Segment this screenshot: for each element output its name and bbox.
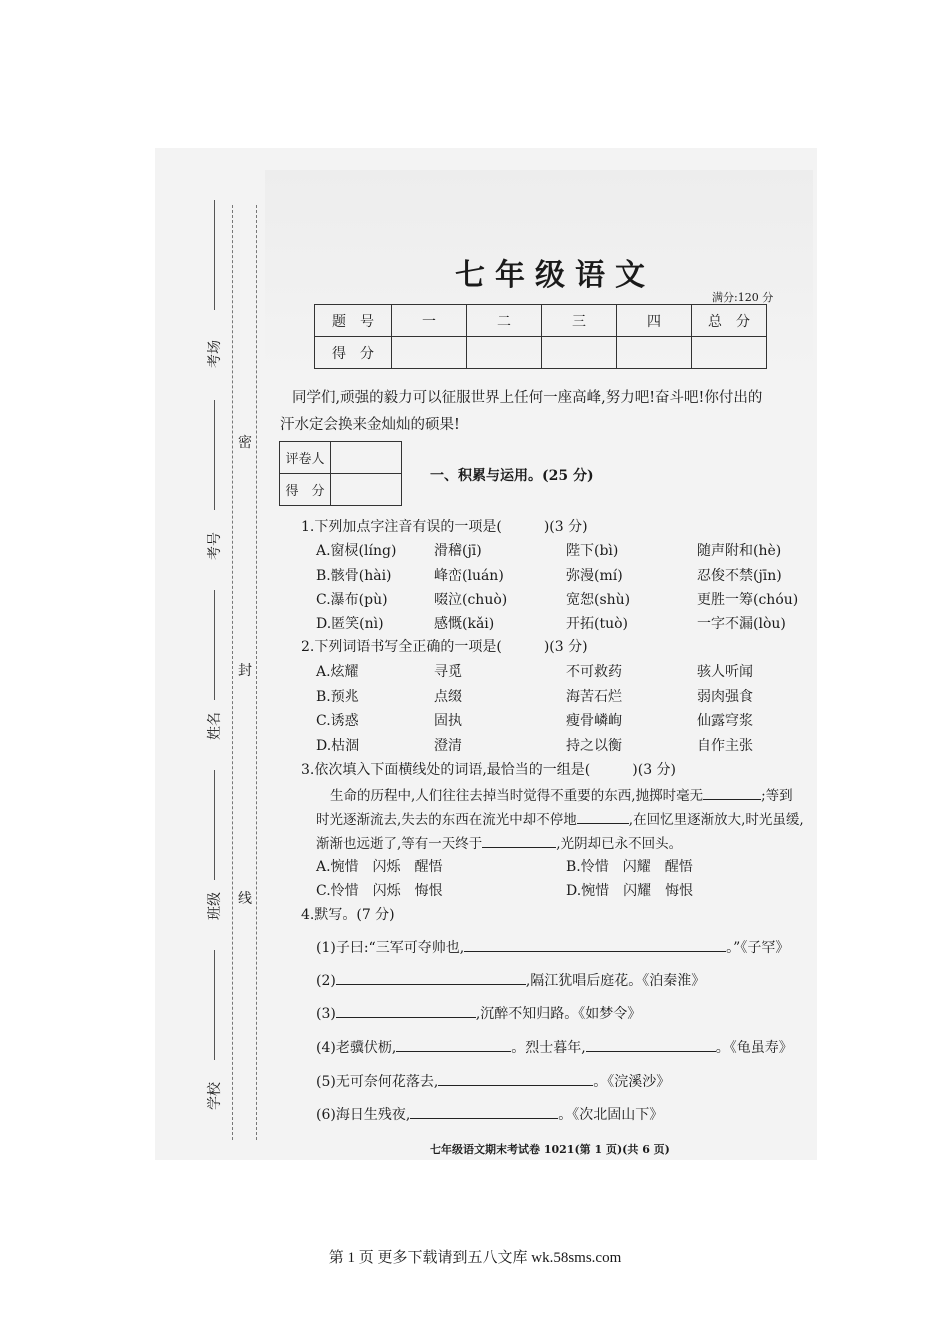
q1-b-4: 忍俊不禁(jīn) — [697, 568, 782, 584]
q1-d-1: D.匿笑(nì) — [316, 616, 384, 632]
score-header-label: 题 号 — [315, 305, 392, 337]
q2-c-1: C.诱惑 — [316, 713, 359, 729]
grader-reviewer-cell[interactable] — [331, 442, 402, 474]
q3-option-a: A.惋惜 闪烁 醒悟 — [316, 859, 443, 875]
q2-c-2: 固执 — [434, 713, 462, 729]
binding-line-outer — [232, 205, 233, 1140]
q4-item-3 — [316, 1003, 641, 1023]
q1-c-3: 宽恕(shù) — [566, 592, 631, 608]
score-header-2: 二 — [467, 305, 542, 337]
q4-item-5 — [316, 1071, 670, 1091]
q4-item-5-blank[interactable] — [438, 1073, 593, 1086]
q4-item-4-pre: (4)老骥伏枥, — [316, 1040, 397, 1056]
q4-item-4-post: 。《龟虽寿》 — [715, 1040, 793, 1056]
q3-blank-1[interactable] — [703, 787, 761, 800]
q2-c-3: 瘦骨嶙峋 — [566, 713, 622, 729]
q1-c-2: 啜泣(chuò) — [434, 592, 508, 608]
q4-item-6-post: 。《次北固山下》 — [558, 1107, 664, 1123]
page-title: 七年级语文 — [455, 258, 655, 293]
q3-passage-line-2 — [316, 808, 804, 828]
q2-a-2: 寻觅 — [434, 664, 462, 680]
q1-a-1: A.窗棂(líng) — [316, 543, 397, 559]
score-header-3: 三 — [542, 305, 617, 337]
q1-b-3: 弥漫(mí) — [566, 568, 623, 584]
intro-line-1: 同学们,顽强的毅力可以征服世界上任何一座高峰,努力吧!奋斗吧!你付出的 — [292, 390, 763, 406]
q4-item-2-pre: (2) — [316, 973, 336, 989]
score-cell-1[interactable] — [392, 337, 467, 369]
q2-a-3: 不可救药 — [566, 664, 622, 680]
q2-a-4: 骇人听闻 — [697, 664, 753, 680]
q4-item-1-blank[interactable] — [464, 939, 726, 952]
q4-item-1-pre: (1)子曰:“三军可夺帅也, — [316, 940, 465, 956]
field-rule-xingming — [214, 590, 215, 700]
q3-passage-2b: ,在回忆里逐渐放大,时光虽缓, — [628, 812, 804, 828]
q4-item-2 — [316, 970, 705, 990]
binding-line-inner — [256, 205, 257, 1140]
q3-passage-line-3 — [316, 832, 682, 852]
q2-d-2: 澄清 — [434, 738, 462, 754]
q1-a-2: 滑稽(jī) — [434, 543, 482, 559]
field-label-banji: 班级 — [207, 892, 223, 920]
q3-passage-1-end: ;等到 — [761, 788, 793, 804]
q3-option-c: C.怜惜 闪烁 悔恨 — [316, 883, 443, 899]
q4-item-4-blank-1[interactable] — [396, 1039, 511, 1052]
grader-table — [279, 441, 402, 506]
q2-d-3: 持之以衡 — [566, 738, 622, 754]
q4-stem: 4.默写。(7 分) — [301, 907, 395, 923]
q1-c-1: C.瀑布(pù) — [316, 592, 388, 608]
q1-stem: 1.下列加点字注音有误的一项是( )(3 分) — [301, 519, 588, 535]
q4-item-2-blank[interactable] — [336, 972, 526, 985]
field-label-kaochang: 考场 — [207, 340, 223, 368]
field-rule-banji — [214, 770, 215, 880]
score-row-label: 得 分 — [315, 337, 392, 369]
intro-line-2: 汗水定会换来金灿灿的硕果! — [280, 417, 460, 433]
q1-b-1: B.骸骨(hài) — [316, 568, 392, 584]
q1-d-2: 感慨(kǎi) — [434, 616, 495, 632]
q2-b-4: 弱肉强食 — [697, 689, 753, 705]
q1-a-3: 陛下(bì) — [566, 543, 619, 559]
q4-item-4 — [316, 1037, 793, 1057]
q1-b-2: 峰峦(luán) — [434, 568, 504, 584]
q4-item-3-pre: (3) — [316, 1006, 336, 1022]
score-cell-3[interactable] — [542, 337, 617, 369]
q4-item-6-pre: (6)海日生残夜, — [316, 1107, 411, 1123]
q4-item-4-blank-2[interactable] — [586, 1039, 716, 1052]
score-header-1: 一 — [392, 305, 467, 337]
q2-c-4: 仙露穹浆 — [697, 713, 753, 729]
q4-item-1-post: 。”《子罕》 — [726, 940, 790, 956]
grader-score-cell[interactable] — [331, 474, 402, 506]
q3-option-d: D.惋惜 闪耀 悔恨 — [566, 883, 694, 899]
q2-stem: 2.下列词语书写全正确的一项是( )(3 分) — [301, 639, 588, 655]
q4-item-5-post: 。《浣溪沙》 — [593, 1074, 671, 1090]
seal-char-mi: 密 — [238, 435, 252, 451]
q3-blank-3[interactable] — [482, 835, 556, 848]
q2-b-3: 海苦石烂 — [566, 689, 622, 705]
q3-passage-3a: 渐渐也远逝了,等有一天终于 — [316, 836, 483, 852]
full-score: 满分:120 分 — [712, 291, 774, 304]
field-rule-kaohao — [214, 400, 215, 510]
q1-c-4: 更胜一筹(chóu) — [697, 592, 799, 608]
score-header-total: 总 分 — [692, 305, 767, 337]
scan-footer: 七年级语文期末考试卷 1021(第 1 页)(共 6 页) — [430, 1143, 670, 1156]
q4-item-1 — [316, 937, 789, 957]
q4-item-3-blank[interactable] — [336, 1005, 476, 1018]
q1-d-4: 一字不漏(lòu) — [697, 616, 786, 632]
score-cell-total[interactable] — [692, 337, 767, 369]
seal-char-xian: 线 — [238, 891, 252, 907]
field-rule-xuexiao — [214, 950, 215, 1060]
q3-passage-line-1 — [330, 784, 793, 804]
q4-item-2-post: ,隔江犹唱后庭花。《泊秦淮》 — [525, 973, 706, 989]
field-label-xuexiao: 学校 — [207, 1082, 223, 1110]
q3-option-b: B.怜惜 闪耀 醒悟 — [566, 859, 693, 875]
score-table — [314, 304, 767, 369]
q4-item-6 — [316, 1104, 663, 1124]
q4-item-5-pre: (5)无可奈何花落去, — [316, 1074, 439, 1090]
q3-blank-2[interactable] — [577, 811, 629, 824]
score-header-4: 四 — [617, 305, 692, 337]
q3-stem: 3.依次填入下面横线处的词语,最恰当的一组是( )(3 分) — [301, 762, 677, 778]
q1-a-4: 随声附和(hè) — [697, 543, 782, 559]
q2-d-1: D.枯涸 — [316, 738, 360, 754]
field-rule-kaochang — [214, 200, 215, 310]
q2-b-2: 点缀 — [434, 689, 462, 705]
q3-passage-1: 生命的历程中,人们往往去掉当时觉得不重要的东西,抛掷时毫无 — [330, 788, 704, 804]
grader-reviewer-label: 评卷人 — [280, 442, 331, 474]
q1-d-3: 开拓(tuò) — [566, 616, 628, 632]
seal-char-feng: 封 — [238, 663, 252, 679]
score-cell-2[interactable] — [467, 337, 542, 369]
q2-d-4: 自作主张 — [697, 738, 753, 754]
q2-a-1: A.炫耀 — [316, 664, 359, 680]
q3-passage-2a: 时光逐渐流去,失去的东西在流光中却不停地 — [316, 812, 577, 828]
field-label-xingming: 姓名 — [207, 712, 223, 740]
section-1-heading: 一、积累与运用。(25 分) — [430, 468, 594, 484]
page-footer: 第 1 页 更多下载请到五八文库 wk.58sms.com — [328, 1250, 622, 1266]
grader-score-label: 得 分 — [280, 474, 331, 506]
q4-item-4-mid: 。烈士暮年, — [511, 1040, 586, 1056]
q4-item-3-post: ,沉醉不知归路。《如梦令》 — [475, 1006, 642, 1022]
field-label-kaohao: 考号 — [207, 532, 223, 560]
score-cell-4[interactable] — [617, 337, 692, 369]
q2-b-1: B.预兆 — [316, 689, 359, 705]
q3-passage-3b: ,光阴却已永不回头。 — [556, 836, 683, 852]
q4-item-6-blank[interactable] — [410, 1106, 558, 1119]
